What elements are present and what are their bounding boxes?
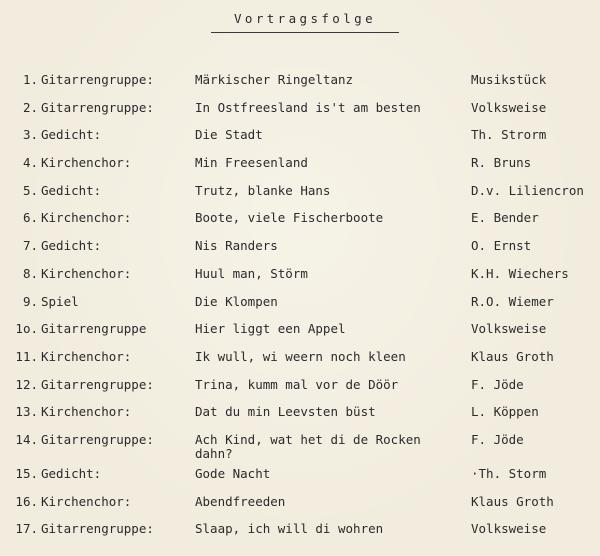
item-performer: Kirchenchor: — [41, 265, 132, 281]
item-number: 6. — [22, 210, 38, 226]
item-performer: Gitarrengruppe: — [41, 431, 154, 447]
item-number: 13. — [15, 404, 38, 420]
item-number: 12. — [15, 376, 38, 392]
title-underline — [211, 32, 399, 33]
program-item — [0, 128, 600, 156]
item-author: Th. Strorm — [471, 127, 547, 143]
item-author: ·Th. Storm — [471, 465, 547, 481]
item-title: Märkischer Ringeltanz — [195, 72, 354, 87]
item-performer: Gitarrengruppe: — [41, 72, 154, 87]
item-title: In Ostfreesland is't am besten — [195, 99, 421, 115]
item-title: Trina, kumm mal vor de Döör — [195, 376, 399, 392]
program-item — [0, 295, 600, 323]
item-title: Abendfreeden — [195, 493, 286, 509]
item-author: Volksweise — [471, 521, 547, 537]
item-performer: Kirchenchor: — [41, 210, 132, 226]
program-item — [0, 405, 600, 433]
item-number: 16. — [15, 493, 38, 509]
item-performer: Gitarrengruppe — [41, 321, 147, 337]
item-number: 17. — [15, 521, 38, 537]
item-number: 8. — [22, 265, 38, 281]
item-performer: Gedicht: — [41, 127, 102, 143]
item-author: R.O. Wiemer — [471, 293, 554, 309]
program-list — [0, 73, 600, 550]
item-title: Slaap, ich will di wohren — [195, 521, 384, 537]
item-performer: Gedicht: — [41, 238, 102, 254]
item-author: R. Bruns — [471, 155, 532, 171]
item-title: Hier liggt een Appel — [195, 321, 346, 337]
item-number: 3. — [22, 127, 38, 143]
item-title: Trutz, blanke Hans — [195, 182, 331, 198]
item-author: F. Jöde — [471, 376, 524, 392]
item-performer: Gitarrengruppe: — [41, 376, 154, 392]
item-title: Boote, viele Fischerboote — [195, 210, 384, 226]
program-item — [0, 239, 600, 267]
item-title: Ik wull, wi weern noch kleen — [195, 348, 406, 364]
item-number: 7. — [22, 238, 38, 254]
item-performer: Gedicht: — [41, 465, 102, 481]
item-performer: Gitarrengruppe: — [41, 521, 154, 537]
item-author: Klaus Groth — [471, 493, 554, 509]
item-title: Gode Nacht — [195, 465, 271, 481]
item-performer: Kirchenchor: — [41, 155, 132, 171]
program-item — [0, 101, 600, 129]
item-title: Die Stadt — [195, 127, 263, 143]
item-title: Min Freesenland — [195, 155, 308, 171]
item-performer: Spiel — [41, 293, 79, 309]
item-author: F. Jöde — [471, 431, 524, 447]
item-author: D.v. Liliencron — [471, 182, 584, 198]
item-author: L. Köppen — [471, 404, 539, 420]
item-title: Dat du min Leevsten büst — [195, 404, 376, 420]
item-number: 2. — [22, 99, 38, 115]
item-number: 9. — [22, 293, 38, 309]
program-item — [0, 495, 600, 523]
program-item — [0, 350, 600, 378]
item-title: Die Klompen — [195, 293, 278, 309]
item-title: Huul man, Störm — [195, 265, 308, 281]
program-item — [0, 433, 600, 467]
item-number: 4. — [22, 155, 38, 171]
item-author: E. Bender — [471, 210, 539, 226]
item-performer: Kirchenchor: — [41, 348, 132, 364]
item-number: 1. — [22, 72, 38, 87]
program-item — [0, 156, 600, 184]
program-item — [0, 211, 600, 239]
item-performer: Kirchenchor: — [41, 493, 132, 509]
item-number: 1o. — [15, 321, 38, 337]
item-author: K.H. Wiechers — [471, 265, 569, 281]
item-title: Ach Kind, wat het di de Rocken dahn? — [195, 431, 421, 461]
item-author: Klaus Groth — [471, 348, 554, 364]
document-title: Vortragsfolge — [233, 11, 377, 26]
item-author: Volksweise — [471, 99, 547, 115]
item-number: 11. — [15, 348, 38, 364]
item-title: Nis Randers — [195, 238, 278, 254]
program-item — [0, 184, 600, 212]
item-performer: Gedicht: — [41, 182, 102, 198]
item-author: Volksweise — [471, 321, 547, 337]
program-item — [0, 267, 600, 295]
item-performer: Kirchenchor: — [41, 404, 132, 420]
program-item — [0, 522, 600, 550]
program-item — [0, 378, 600, 406]
program-item — [0, 467, 600, 495]
program-item — [0, 322, 600, 350]
item-author: O. Ernst — [471, 238, 532, 254]
item-number: 15. — [15, 465, 38, 481]
item-performer: Gitarrengruppe: — [41, 99, 154, 115]
item-number: 5. — [22, 182, 38, 198]
item-number: 14. — [15, 431, 38, 447]
item-author: Musikstück — [471, 72, 547, 87]
program-item — [0, 73, 600, 101]
